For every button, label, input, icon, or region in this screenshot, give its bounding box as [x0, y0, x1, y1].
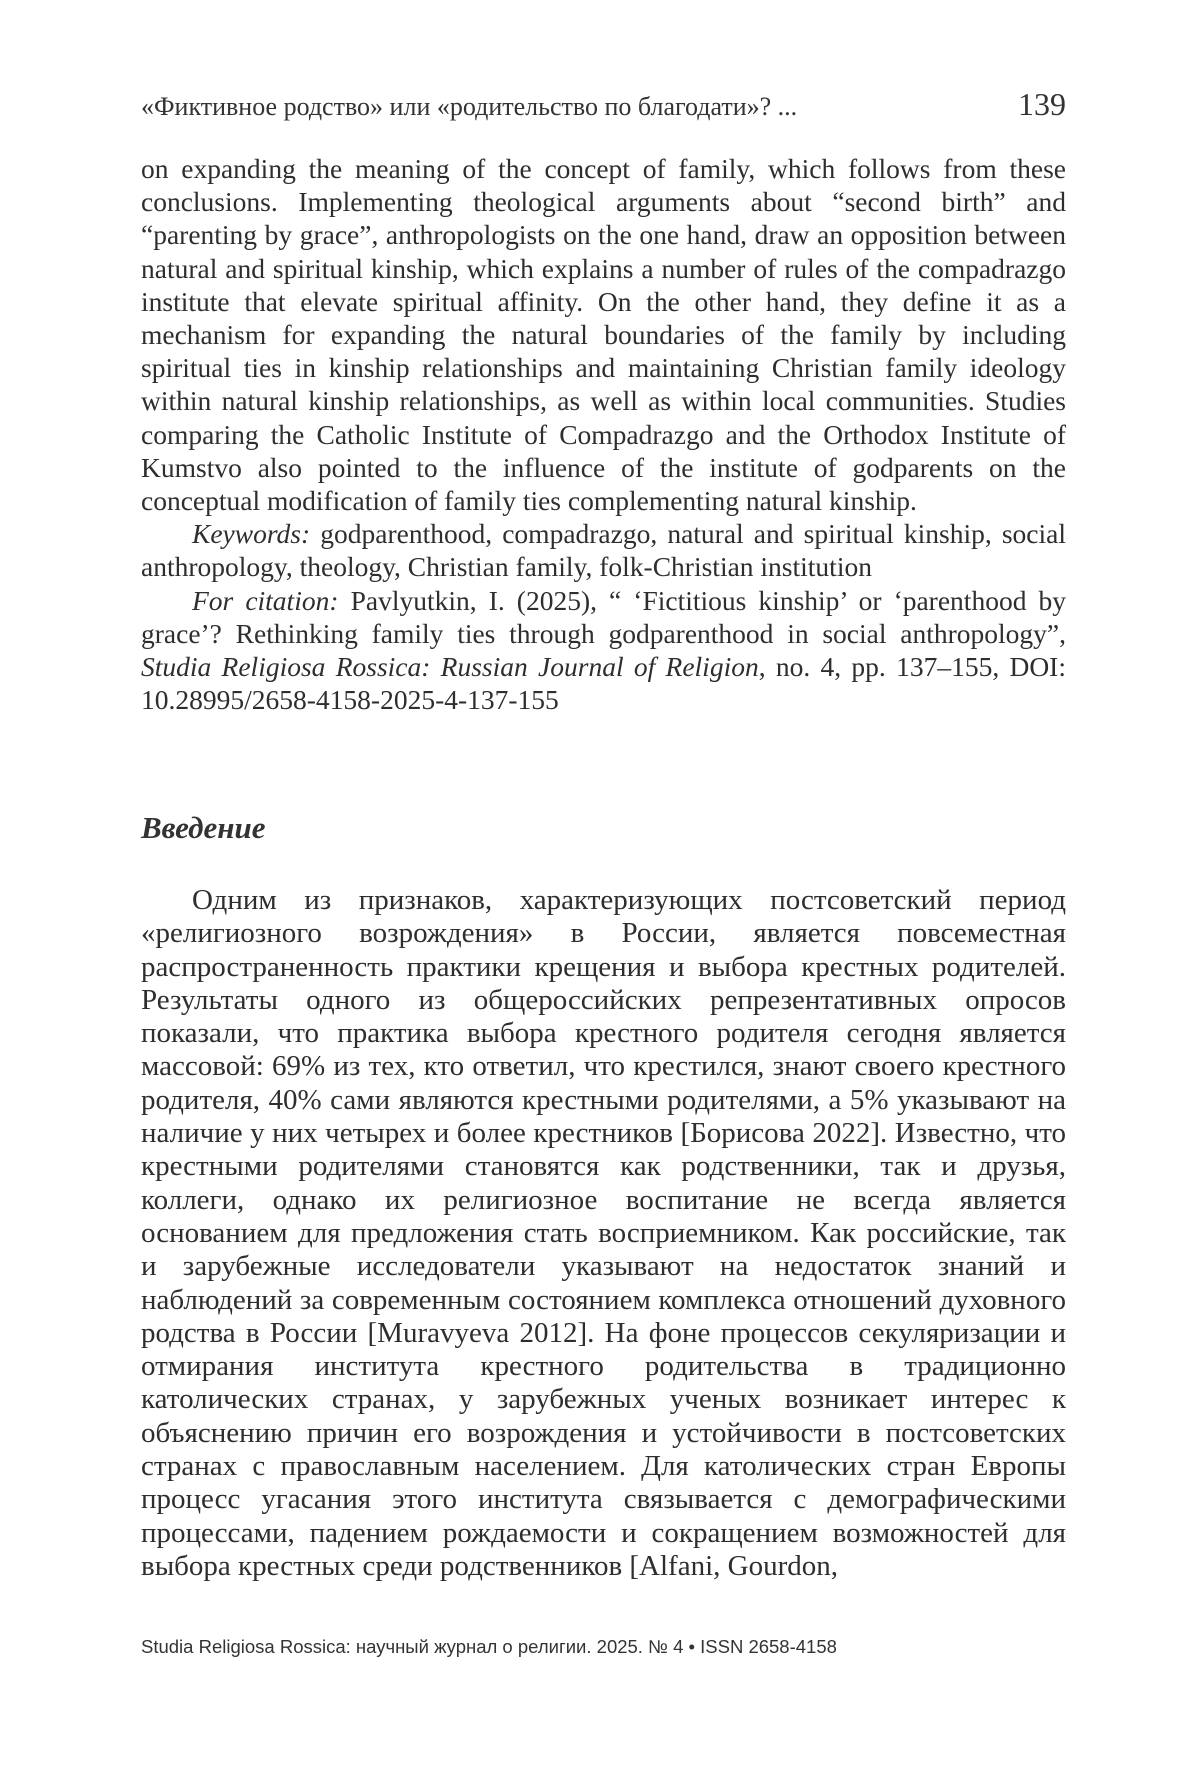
citation-tail: , no. 4, pp. 137–155, DOI: 10.28995/2658-4158-2025-4-137-155: [141, 651, 1066, 716]
keywords-line: [141, 517, 1066, 583]
citation-line: [141, 584, 1066, 717]
keywords-text: godparenthood, compadrazgo, natural and spiritual kinship, social anthropology, theology, Christian family, folk-Christian institution: [141, 518, 1066, 583]
abstract-block: [141, 152, 1066, 716]
citation-label: For citation:: [192, 584, 339, 616]
journal-footer: Studia Religiosa Rossica: научный журнал о религии. 2025. № 4 • ISSN 2658-4158: [141, 1636, 837, 1657]
section-heading: Введение: [141, 810, 266, 845]
page-number: 139: [1018, 86, 1066, 122]
citation-journal: Studia Religiosa Rossica: Russian Journal of Religion: [141, 651, 759, 683]
keywords-label: Keywords:: [192, 518, 311, 550]
abstract-paragraph: on expanding the meaning of the concept of family, which follows from these conclusions. Implementing theological arguments about “second birth” and “parenting by grace”, anthropologists on the one hand, draw an opposition between natural and spiritual kinship, which explains a number of rules of the compadrazgo institute that elevate spiritual affinity. On the other hand, they define it as a mechanism for expanding the natural boundaries of the family by including spiritual ties in kinship relationships and maintaining Christian family ideology within natural kinship relationships, as well as within local communities. Studies comparing the Catholic Institute of Compadrazgo and the Orthodox Institute of Kumstvo also pointed to the influence of the institute of godparents on the conceptual modification of family ties complementing natural kinship.: [141, 153, 1066, 517]
citation-text: Pavlyutkin, I. (2025), “ ‘Fictitious kinship’ or ‘parenthood by grace’? Rethinking family ties through godparenthood in social anthropology”,: [141, 584, 1067, 649]
introduction-block: [141, 884, 1066, 1583]
running-header: [141, 88, 1066, 124]
running-title: «Фиктивное родство» или «родительство по благодати»? ...: [141, 92, 798, 121]
introduction-paragraph: Одним из признаков, характеризующих постсоветский период «религиозного возрождения» в России, является повсеместная распространенность практики крещения и выбора крестных родителей. Результаты одного из общероссийских репрезентативных опросов показали, что практика выбора крестного родителя сегодня является массовой: 69% из тех, кто ответил, что крестился, знают своего крестного родителя, 40% сами являются крестными родителями, а 5% указывают на наличие у них четырех и более крестников [Борисова 2022]. Известно, что крестными родителями становятся как родственники, так и друзья, коллеги, однако их религиозное воспитание не всегда является основанием для предложения стать восприемником. Как российские, так и зарубежные исследователи указывают на недостаток знаний и наблюдений за современным состоянием комплекса отношений духовного родства в России [Muravyeva 2012]. На фоне процессов секуляризации и отмирания института крестного родительства в традиционно католических странах, у зарубежных ученых возникает интерес к объяснению причин его возрождения и устойчивости в постсоветских странах с православным населением. Для католических стран Европы процесс угасания этого института связывается с демографическими процессами, падением рождаемости и сокращением возможностей для выбора крестных среди родственников [Alfani, Gourdon,: [141, 884, 1066, 1582]
